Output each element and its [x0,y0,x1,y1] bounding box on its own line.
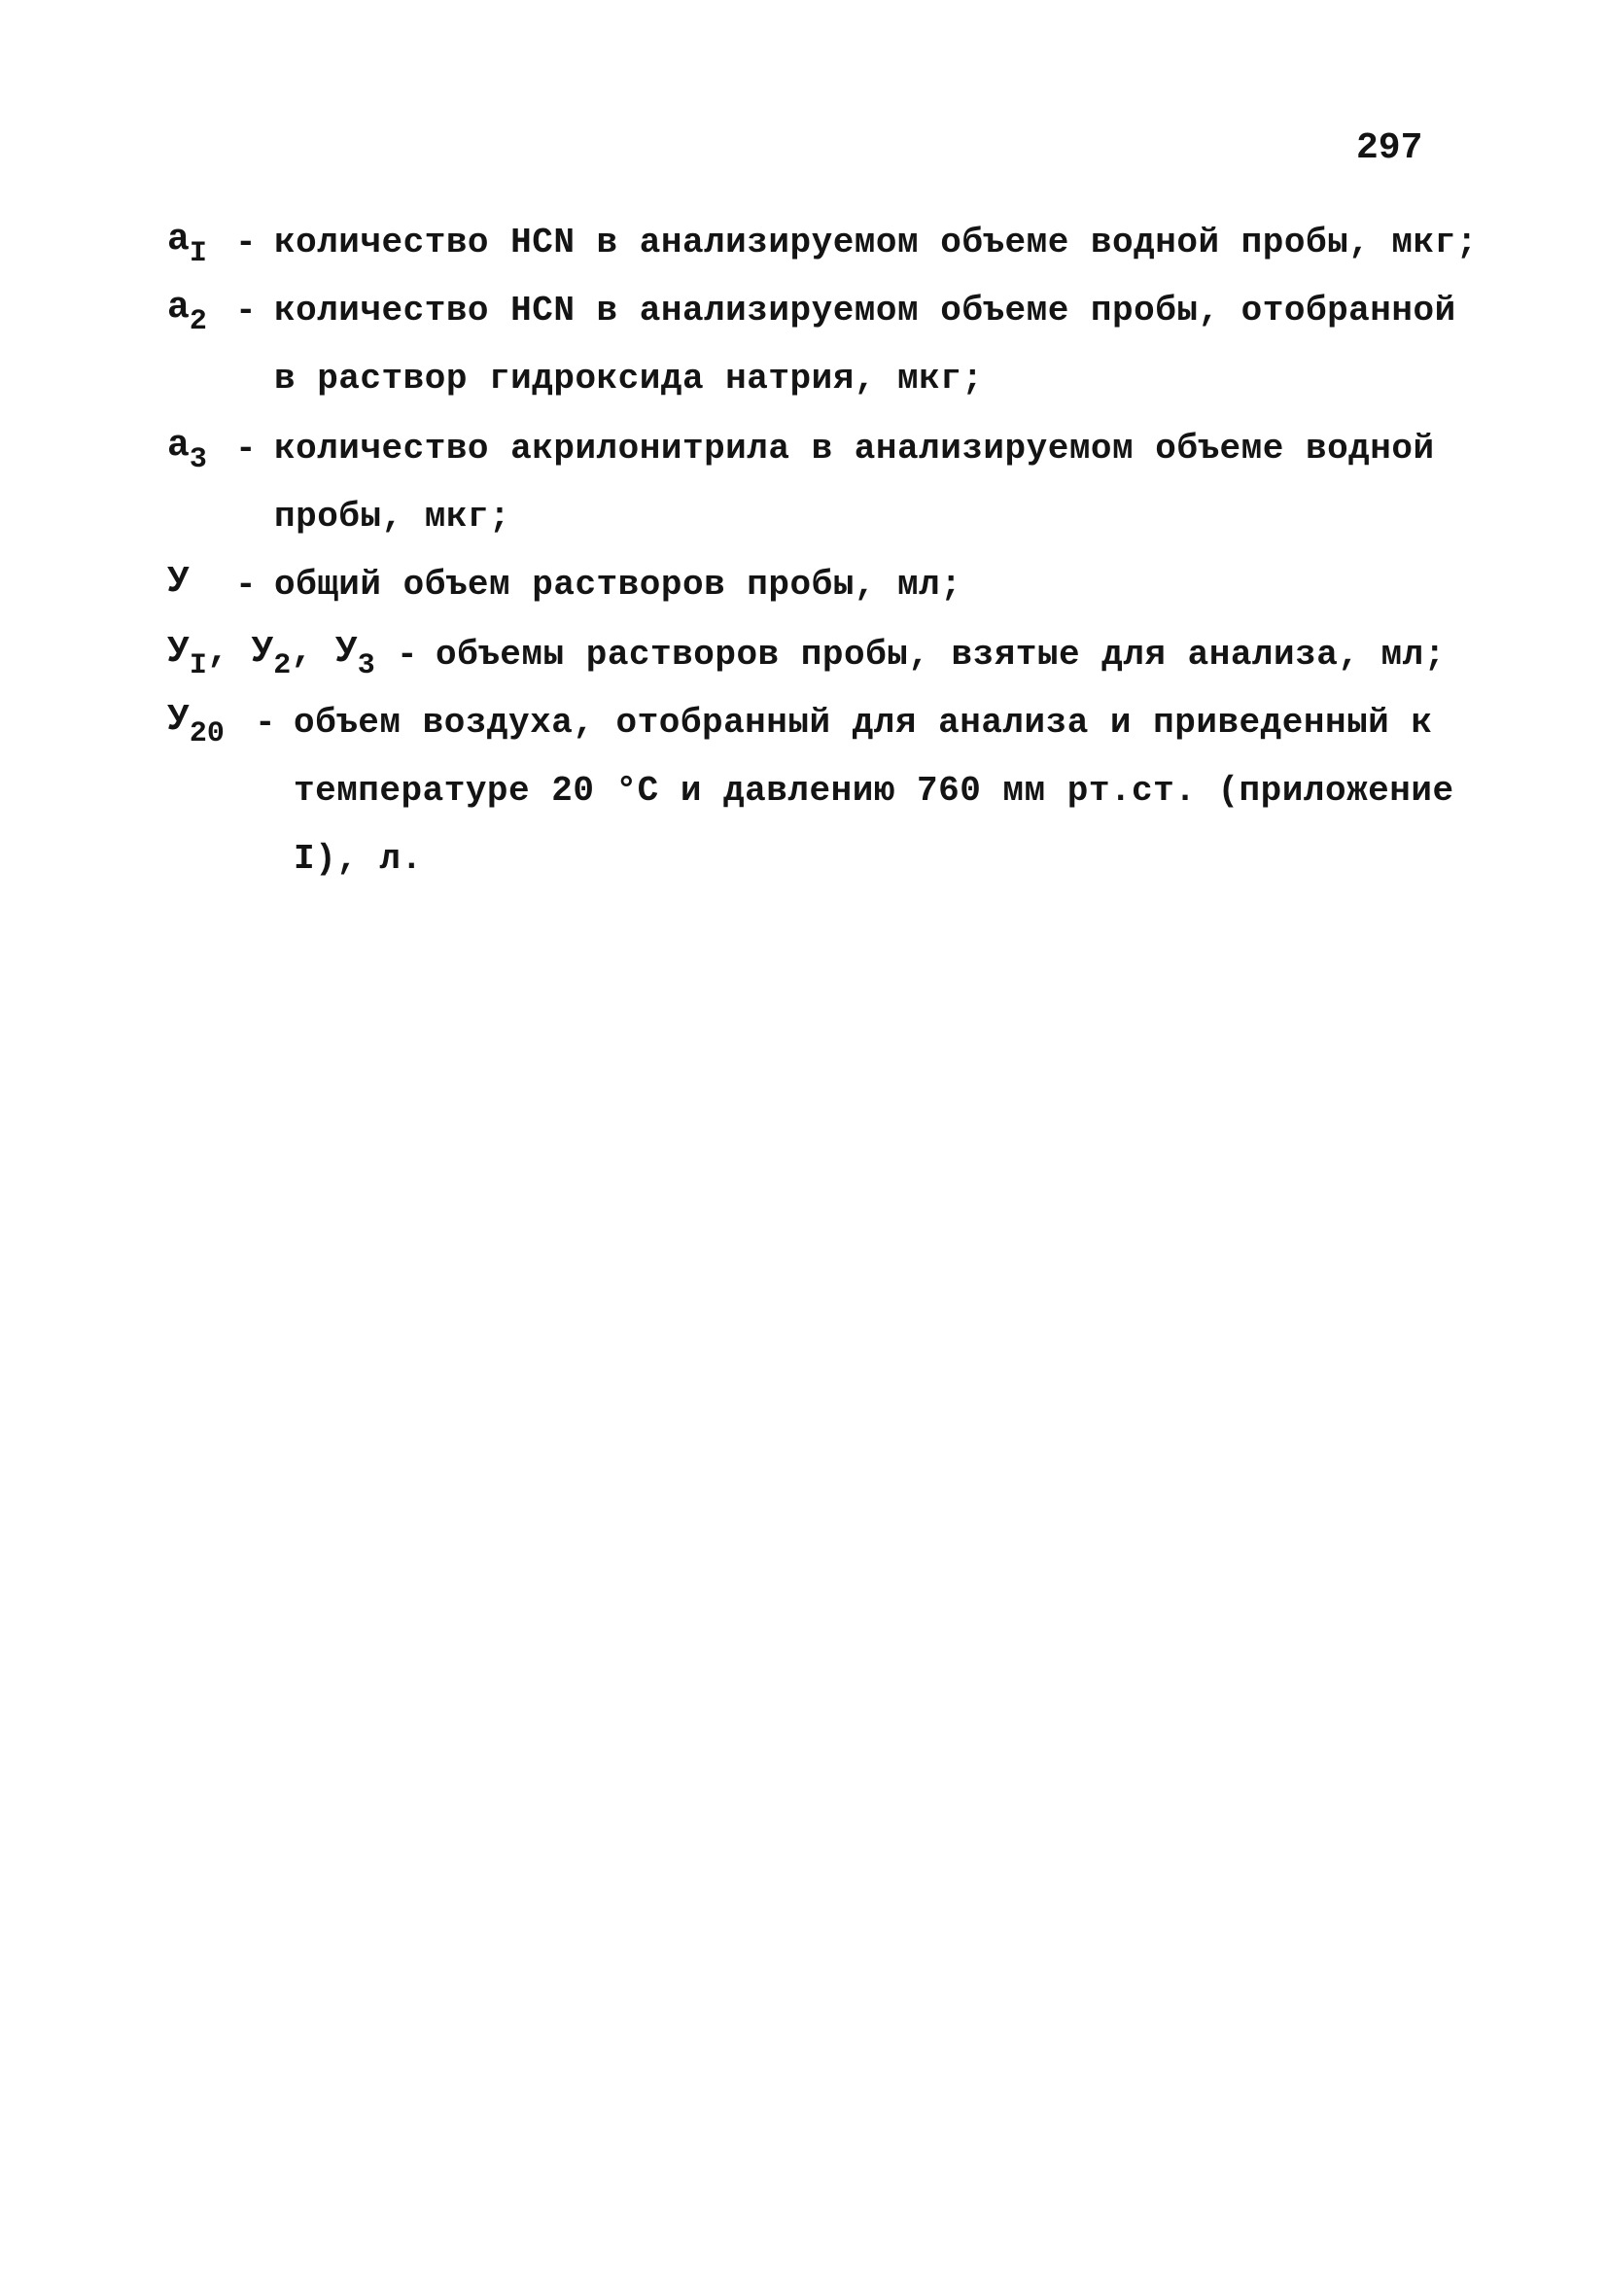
symbol-base: a [167,219,190,261]
symbol-v [167,561,190,603]
definition-text: количество HCN в анализируемом объеме водной пробы, мкг; [274,223,1478,262]
definition-text-continued: пробы, мкг; [274,497,511,537]
symbol-base: a [167,287,190,329]
definition-text: количество акрилонитрила в анализируемом объеме водной [274,429,1435,469]
definition-text: объемы растворов пробы, взятые для анализа, мл; [436,635,1446,675]
symbol-base: У [167,631,190,673]
definition-dash: - [255,703,276,743]
symbol-base: У [167,699,190,741]
definition-text: общий объем растворов пробы, мл; [274,565,962,605]
symbol-base: a [167,425,190,467]
symbol-base: У [251,631,274,673]
page-number: 297 [1356,127,1423,169]
symbol-a2 [167,287,207,338]
symbol-a1 [167,219,207,270]
definition-dash: - [235,565,257,605]
symbol-separator: , [206,631,252,673]
definition-text-continued: I), л. [294,839,423,879]
definition-text-continued: в раствор гидроксида натрия, мкг; [274,359,984,399]
symbol-subscript: 3 [357,649,375,682]
symbol-v20 [167,699,225,750]
symbol-subscript: 3 [189,443,207,476]
symbol-base: У [334,631,358,673]
definition-dash: - [235,429,257,469]
symbol-subscript: I [189,237,207,270]
symbol-base: У [167,561,190,603]
symbol-separator: , [291,631,335,673]
definition-dash: - [235,291,257,330]
definition-dash: - [397,635,418,675]
symbol-subscript: 20 [189,717,225,750]
definition-dash: - [235,223,257,262]
symbol-subscript: 2 [273,649,292,682]
symbol-subscript: I [189,649,207,682]
symbol-subscript: 2 [189,305,207,338]
symbol-a3 [167,425,207,476]
definition-text: объем воздуха, отобранный для анализа и приведенный к [294,703,1433,743]
definition-text: количество HCN в анализируемом объеме пробы, отобранной [274,291,1456,330]
symbol-v1-v2-v3 [167,631,375,682]
definition-text-continued: температуре 20 °С и давлению 760 мм рт.ст. (приложение [294,771,1454,811]
